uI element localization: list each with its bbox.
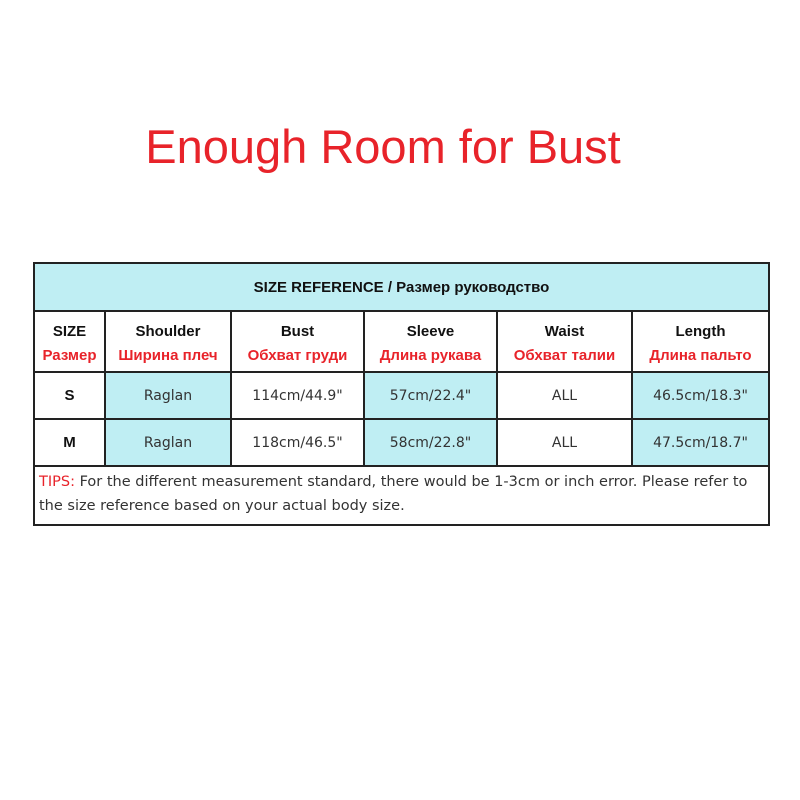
table-row — [35, 419, 768, 466]
sleeve-cell: 57cm/22.4" — [364, 372, 497, 419]
header-sleeve-ru: Длина рукава — [364, 341, 497, 372]
size-table — [35, 312, 768, 467]
header-shoulder: Shoulder — [105, 312, 231, 341]
header-size: SIZE — [35, 312, 105, 341]
size-cell: S — [35, 372, 105, 419]
tips-text: For the different measurement standard, there would be 1-3cm or inch error. Please refer to the size reference based on your actual body size. — [39, 474, 748, 514]
header-size-ru: Размер — [35, 341, 105, 372]
header-bust: Bust — [231, 312, 364, 341]
header-length: Length — [675, 323, 726, 340]
tips-label: TIPS: — [39, 474, 75, 490]
header-bust-ru: Обхват груди — [231, 341, 364, 372]
size-cell: M — [35, 419, 105, 466]
header-row-russian — [35, 341, 768, 372]
shoulder-cell: Raglan — [105, 419, 231, 466]
sleeve-cell: 58cm/22.8" — [364, 419, 497, 466]
header-waist: Waist — [497, 312, 632, 341]
waist-cell: ALL — [497, 372, 632, 419]
length-cell: 46.5cm/18.3" — [632, 372, 768, 419]
bust-cell: 114cm/44.9" — [231, 372, 364, 419]
table-row — [35, 372, 768, 419]
size-chart-title: SIZE REFERENCE / Размер руководство — [35, 264, 768, 312]
header-waist-ru: Обхват талии — [497, 341, 632, 372]
tips-note — [35, 467, 768, 524]
size-chart — [33, 262, 770, 526]
shoulder-cell: Raglan — [105, 372, 231, 419]
header-sleeve: Sleeve — [364, 312, 497, 341]
waist-cell: ALL — [497, 419, 632, 466]
bust-cell: 118cm/46.5" — [231, 419, 364, 466]
length-cell: 47.5cm/18.7" — [632, 419, 768, 466]
header-row-english — [35, 312, 768, 341]
page-headline: Enough Room for Bust — [145, 120, 621, 173]
header-shoulder-ru: Ширина плеч — [105, 341, 231, 372]
header-length-ru: Длина пальто — [632, 341, 768, 372]
